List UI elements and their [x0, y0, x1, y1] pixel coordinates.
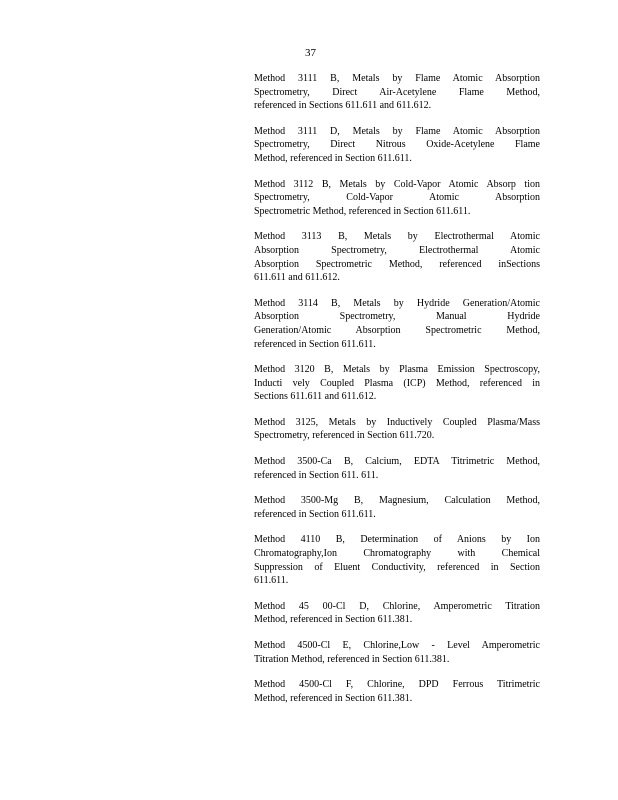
entry-text-line: Method, referenced in Section 611.381. [254, 692, 413, 704]
entry-text-line: Method 3111 D, Metals by Flame Atomic Absorption [254, 125, 540, 137]
entry-text-line: Spectrometry, Direct Air-Acetylene Flame Method, [254, 86, 540, 98]
entry-text-line: Method 3113 B, Metals by Electrothermal Atomic [254, 231, 540, 243]
entry-text-line: Method 3500-Mg B, Magnesium, Calculation Method, [254, 495, 540, 507]
entry-text-line: Method 3112 B, Metals by Cold-Vapor Atomic Absorp tion [254, 178, 540, 190]
method-reference-entry [254, 494, 540, 521]
entry-text-line: Method 45 00-Cl D, Chlorine, Amperometric Titration [254, 600, 540, 612]
method-reference-entry [254, 639, 540, 666]
entry-text-line: Method, referenced in Section 611.611. [254, 152, 412, 164]
entry-text-line: 611.611. [254, 575, 289, 587]
method-reference-entry [254, 416, 540, 443]
entry-text-line: Suppression of Eluent Conductivity, referenced in Section [254, 561, 540, 573]
method-reference-list [254, 72, 540, 717]
entry-text-line: 611.611 and 611.612. [254, 272, 340, 284]
method-reference-entry [254, 125, 540, 166]
method-reference-entry [254, 533, 540, 587]
entry-text-line: Generation/Atomic Absorption Spectrometric Method, [254, 324, 540, 336]
page-number: 37 [305, 47, 316, 59]
entry-text-line: referenced in Section 611.611. [254, 338, 376, 350]
method-reference-entry [254, 455, 540, 482]
entry-text-line: Method 3120 B, Metals by Plasma Emission Spectroscopy, [254, 364, 540, 376]
entry-text-line: Spectrometry, Direct Nitrous Oxide-Acetylene Flame [254, 139, 540, 151]
method-reference-entry [254, 72, 540, 113]
entry-text-line: Absorption Spectrometry, Electrothermal Atomic [254, 244, 540, 256]
entry-text-line: Chromatography,Ion Chromatography with Chemical [254, 548, 540, 560]
method-reference-entry [254, 297, 540, 351]
method-reference-entry [254, 600, 540, 627]
entry-text-line: Spectrometry, referenced in Section 611.720. [254, 430, 435, 442]
entry-text-line: Method, referenced in Section 611.381. [254, 614, 413, 626]
entry-text-line: Method 4500-Cl E, Chlorine,Low - Level Amperometric [254, 640, 540, 651]
method-reference-entry [254, 363, 540, 404]
entry-text-line: Method 3125, Metals by Inductively Coupled Plasma/Mass [254, 416, 540, 428]
entry-text-line: referenced in Section 611.611. [254, 508, 376, 520]
entry-text-line: Method 4500-Cl F, Chlorine, DPD Ferrous Titrimetric [254, 679, 540, 691]
entry-text-line: Titration Method, referenced in Section 611.381. [254, 653, 450, 665]
entry-text-line: Method 3500-Ca B, Calcium, EDTA Titrimetric Method, [254, 456, 540, 468]
entry-text-line: Absorption Spectrometric Method, referenced inSections [254, 258, 540, 270]
entry-text-line: referenced in Sections 611.611 and 611.612. [254, 100, 432, 112]
entry-text-line: Method 3111 B, Metals by Flame Atomic Absorption [254, 73, 540, 84]
entry-text-line: Method 3114 B, Metals by Hydride Generation/Atomic [254, 297, 540, 309]
entry-text-line: Spectrometry, Cold-Vapor Atomic Absorption [254, 192, 540, 204]
entry-text-line: Inducti vely Coupled Plasma (ICP) Method, referenced in [254, 377, 540, 389]
method-reference-entry [254, 230, 540, 284]
entry-text-line: referenced in Section 611. 611. [254, 469, 379, 481]
method-reference-entry [254, 678, 540, 705]
entry-text-line: Sections 611.611 and 611.612. [254, 391, 377, 403]
entry-text-line: Method 4110 B, Determination of Anions by Ion [254, 534, 540, 546]
entry-text-line: Spectrometric Method, referenced in Section 611.611. [254, 205, 471, 217]
method-reference-entry [254, 178, 540, 219]
entry-text-line: Absorption Spectrometry, Manual Hydride [254, 311, 540, 323]
